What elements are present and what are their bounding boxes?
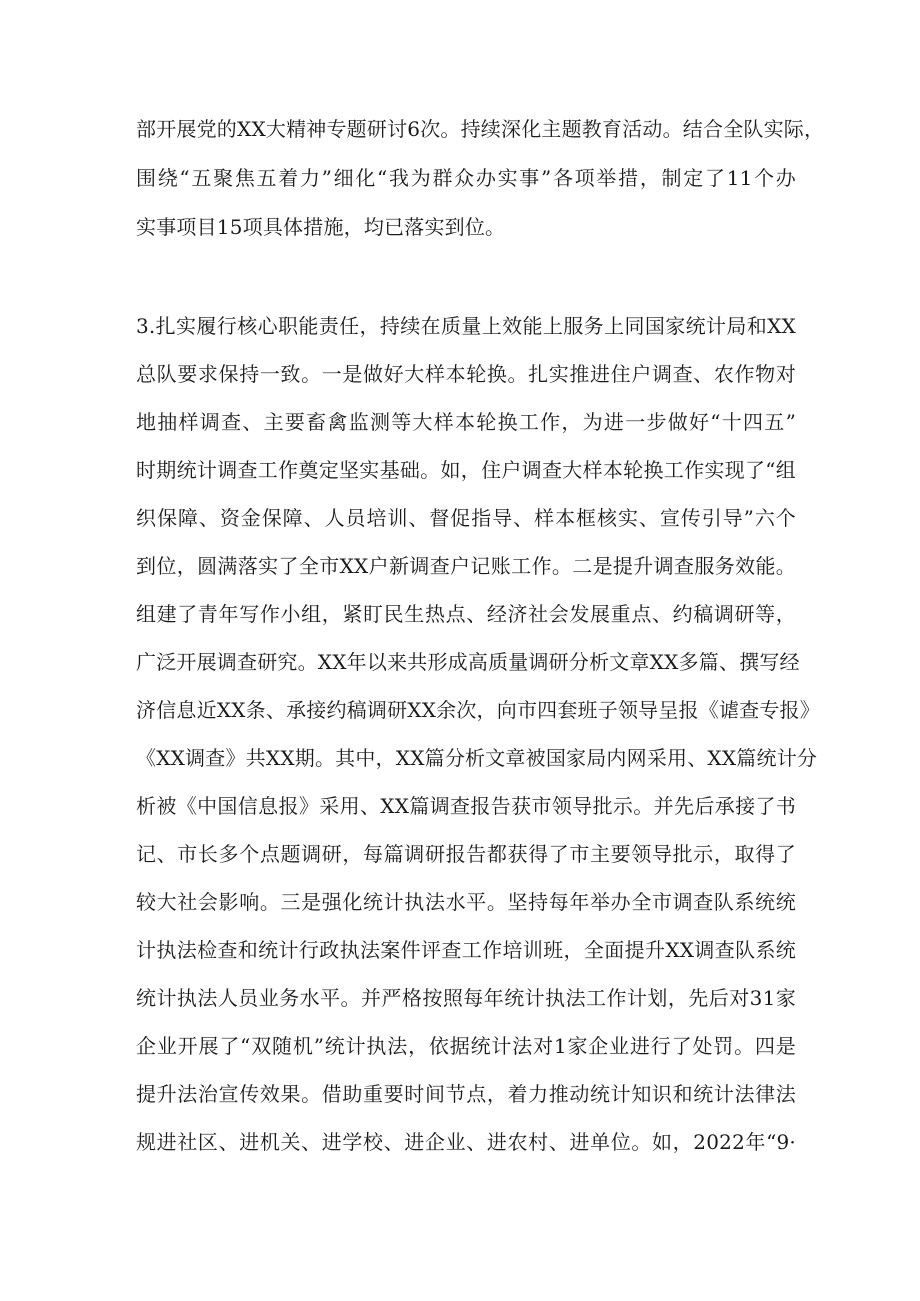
text-line: 析被《中国信息报》采用、XX篇调查报告获市领导批示。并先后承接了书 xyxy=(136,794,796,818)
text-line: 《XX调查》共XX期。其中，XX篇分析文章被国家局内网采用、XX篇统计分 xyxy=(136,746,818,770)
text-line: 济信息近XX条、承接约稿调研XX余次，向市四套班子领导呈报《谑查专报》 xyxy=(136,698,820,722)
text-line: 统计执法人员业务水平。并严格按照每年统计执法工作计划，先后对31家 xyxy=(136,986,796,1010)
text-line: 围绕“五聚焦五着力”细化“我为群众办实事”各项举措，制定了11个办 xyxy=(136,166,796,190)
text-line: 企业开展了“双随机”统计执法，依据统计法对1家企业进行了处罚。四是 xyxy=(136,1034,796,1058)
text-line: 提升法治宣传效果。借助重要时间节点，着力推动统计知识和统计法律法 xyxy=(136,1082,796,1106)
text-line: 较大社会影响。三是强化统计执法水平。坚持每年举办全市调查队系统统 xyxy=(136,890,796,914)
text-line: 3.扎实履行核心职能责任，持续在质量上效能上服务上同国家统计局和XX xyxy=(136,314,796,338)
text-line: 广泛开展调查研究。XX年以来共形成高质量调研分析文章XX多篇、撰写经 xyxy=(136,650,800,674)
text-line: 到位，圆满落实了全市XX户新调查户记账工作。二是提升调查服务效能。 xyxy=(136,554,796,578)
text-line: 地抽样调查、主要畜禽监测等大样本轮换工作，为进一步做好“十四五” xyxy=(136,410,796,434)
text-line: 织保障、资金保障、人员培训、督促指导、样本框核实、宣传引导”六个 xyxy=(136,506,796,530)
text-line: 总队要求保持一致。一是做好大样本轮换。扎实推进住户调查、农作物对 xyxy=(136,362,796,386)
text-line: 实事项目15项具体措施，均已落实到位。 xyxy=(136,215,506,239)
text-line: 记、市长多个点题调研，每篇调研报告都获得了市主要领导批示，取得了 xyxy=(136,842,796,866)
text-line: 规进社区、进机关、进学校、进企业、进农村、进单位。如，2022年“9· xyxy=(136,1130,796,1154)
text-line: 组建了青年写作小组，紧盯民生热点、经济社会发展重点、约稿调研等， xyxy=(136,602,796,626)
text-line: 时期统计调查工作奠定坚实基础。如，住户调查大样本轮换工作实现了“组 xyxy=(136,458,796,482)
text-line: 计执法检查和统计行政执法案件评查工作培训班，全面提升XX调查队系统 xyxy=(136,938,796,962)
text-line: 部开展党的XX大精神专题研讨6次。持续深化主题教育活动。结合全队实际， xyxy=(136,117,825,141)
